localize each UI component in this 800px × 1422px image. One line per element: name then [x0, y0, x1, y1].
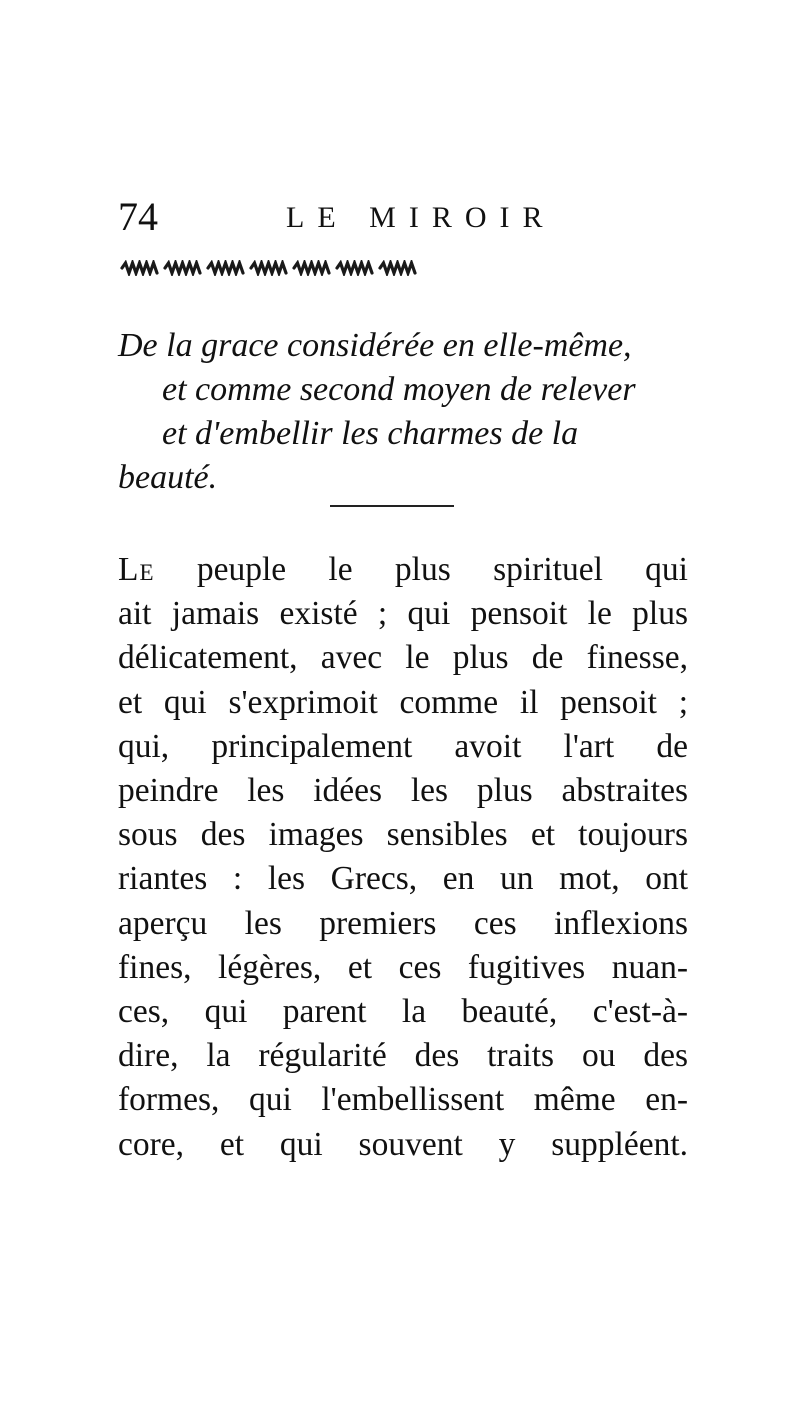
text-line-rest: peuple le plus spirituel qui — [154, 551, 688, 588]
heading-line: et d'embellir les charmes de la — [162, 415, 579, 452]
running-title: LE MIROIR — [286, 201, 556, 234]
heading-line: beauté. — [118, 459, 218, 496]
text-line: peindre les idées les plus abstraites — [118, 772, 688, 810]
opening-word: Le — [118, 551, 155, 588]
text-line: fines, légères, et ces fugitives nuan- — [118, 948, 688, 986]
text-line: qui, principalement avoit l'art de — [118, 727, 688, 765]
heading-line: et comme second moyen de relever — [162, 371, 636, 408]
body-paragraph — [118, 548, 688, 1167]
page-number: 74 — [118, 194, 158, 239]
separator-rule — [330, 505, 454, 507]
text-line: et qui s'exprimoit comme il pensoit ; — [118, 683, 688, 721]
running-head — [118, 192, 678, 242]
text-line: sous des images sensibles et toujours — [118, 816, 688, 854]
text-line — [118, 548, 688, 592]
text-line: core, et qui souvent y suppléent. — [118, 1125, 688, 1163]
text-line: ait jamais existé ; qui pensoit le plus — [118, 595, 688, 633]
text-line: formes, qui l'embellissent même en- — [118, 1081, 688, 1119]
ornamental-wavy-rule — [120, 260, 680, 276]
text-line: aperçu les premiers ces inflexions — [118, 904, 688, 942]
text-line: riantes : les Grecs, en un mot, ont — [118, 860, 688, 898]
text-line: dire, la régularité des traits ou des — [118, 1037, 688, 1075]
text-line: ces, qui parent la beauté, c'est-à- — [118, 993, 688, 1031]
text-line: délicatement, avec le plus de finesse, — [118, 639, 688, 677]
chapter-heading — [118, 324, 688, 500]
heading-line: De la grace considérée en elle-même, — [118, 327, 632, 364]
